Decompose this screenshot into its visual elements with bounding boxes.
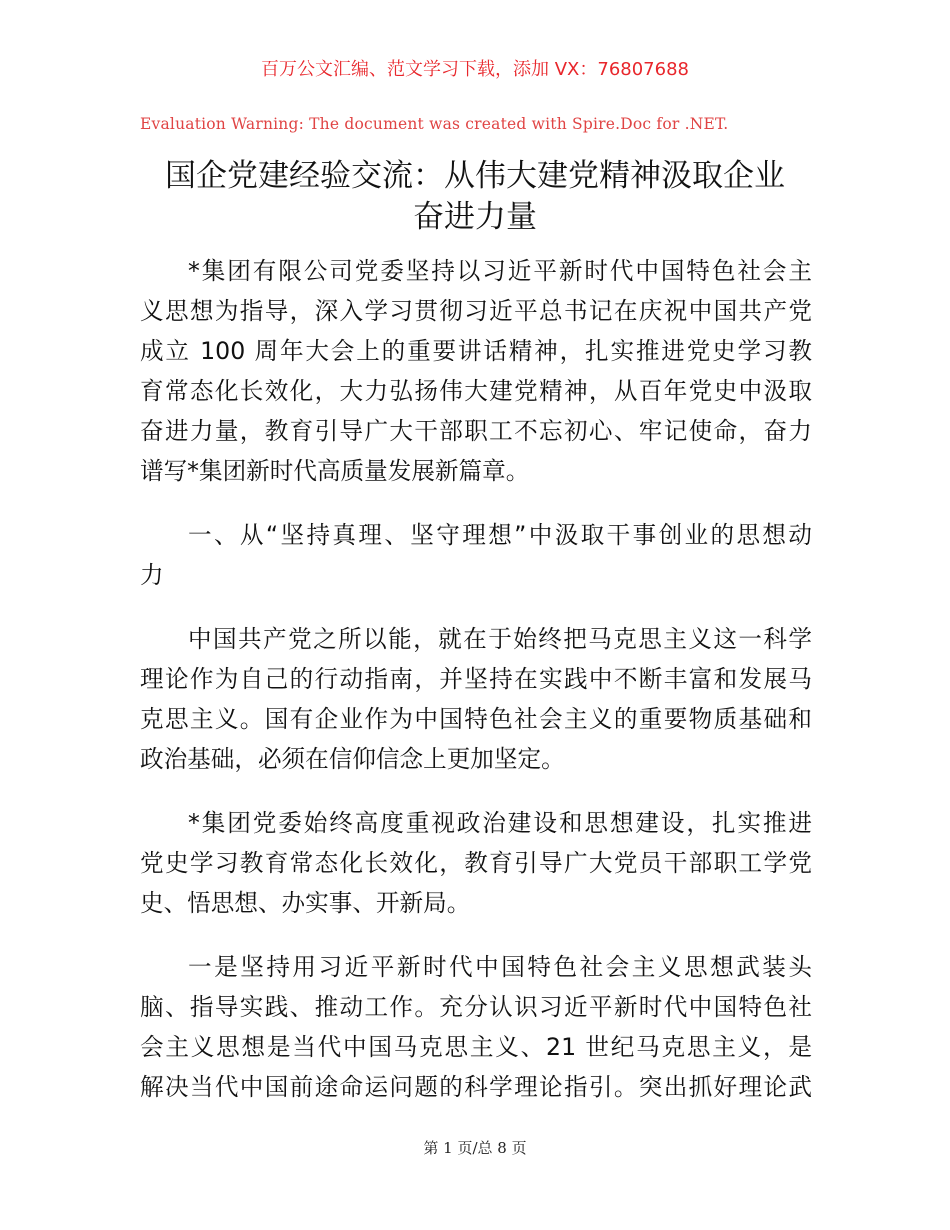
- paragraph-line: 史、悟思想、办实事、开新局。: [140, 889, 471, 917]
- paragraph-line: 会主义思想是当代中国马克思主义、21 世纪马克思主义，是: [140, 1033, 812, 1061]
- paragraph-line: 脑、指导实践、推动工作。充分认识习近平新时代中国特色社: [140, 993, 812, 1021]
- paragraph-line: 力: [140, 561, 164, 589]
- paragraph: [140, 515, 812, 595]
- paragraph-line: 解决当代中国前途命运问题的科学理论指引。突出抓好理论武: [140, 1073, 812, 1101]
- paragraph-line: 理论作为自己的行动指南，并坚持在实践中不断丰富和发展马: [140, 665, 812, 693]
- paragraph-line: *集团有限公司党委坚持以习近平新时代中国特色社会主: [188, 257, 812, 285]
- paragraph-line: 政治基础，必须在信仰信念上更加坚定。: [140, 745, 565, 773]
- title-line: 奋进力量: [413, 199, 537, 235]
- paragraph: [140, 251, 812, 491]
- title-line: 国企党建经验交流：从伟大建党精神汲取企业: [165, 158, 785, 194]
- evaluation-warning: Evaluation Warning: The document was created with Spire.Doc for .NET.: [140, 115, 729, 133]
- paragraph-line: 谱写*集团新时代高质量发展新篇章。: [140, 457, 530, 485]
- paragraph-line: 党史学习教育常态化长效化，教育引导广大党员干部职工学党: [140, 849, 812, 877]
- paragraph-line: *集团党委始终高度重视政治建设和思想建设，扎实推进: [188, 809, 812, 837]
- paragraph-line: 义思想为指导，深入学习贯彻习近平总书记在庆祝中国共产党: [140, 297, 812, 325]
- document-body: [140, 251, 812, 1131]
- paragraph: [140, 947, 812, 1107]
- paragraph-line: 一是坚持用习近平新时代中国特色社会主义思想武装头: [188, 953, 812, 981]
- paragraph: [140, 619, 812, 779]
- paragraph-line: 中国共产党之所以能，就在于始终把马克思主义这一科学: [188, 625, 812, 653]
- paragraph-line: 一、从“坚持真理、坚守理想”中汲取干事创业的思想动: [188, 521, 812, 549]
- document-title: [0, 156, 950, 238]
- paragraph-line: 成立 100 周年大会上的重要讲话精神，扎实推进党史学习教: [140, 337, 812, 365]
- paragraph-line: 克思主义。国有企业作为中国特色社会主义的重要物质基础和: [140, 705, 812, 733]
- paragraph-line: 育常态化长效化，大力弘扬伟大建党精神，从百年党史中汲取: [140, 377, 812, 405]
- paragraph-line: 奋进力量，教育引导广大干部职工不忘初心、牢记使命，奋力: [140, 417, 812, 445]
- paragraph: [140, 803, 812, 923]
- download-ad-banner: 百万公文汇编、范文学习下载，添加 VX：76807688: [261, 59, 689, 80]
- page-number: 第 1 页/总 8 页: [423, 1139, 527, 1157]
